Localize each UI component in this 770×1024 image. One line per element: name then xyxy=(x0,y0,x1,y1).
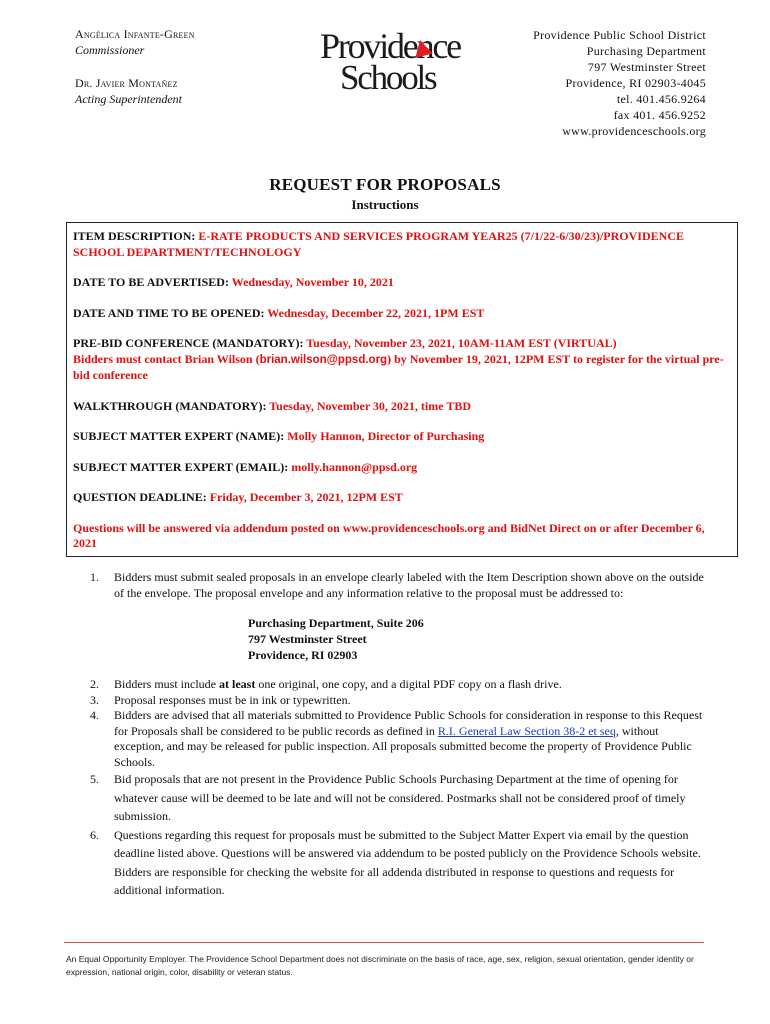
sme-email-value: molly.hannon@ppsd.org xyxy=(291,459,418,474)
list-item: 2. Bidders must include at least one original, one copy, and a digital PDF copy on a flash drive. xyxy=(90,677,562,691)
instruction-4-start: Bidders are advised that all materials submitted to Providence Public Schools for consideration in response to this Request for Proposals shall be considered to be public records as defined in xyxy=(114,708,703,738)
logo-line-1: Providence xyxy=(320,26,460,66)
prebid-value: Tuesday, November 23, 2021, 10AM-11AM EST (VIRTUAL) xyxy=(306,336,617,350)
commissioner-name: Angélica Infante-Green xyxy=(75,27,195,41)
instructions-list xyxy=(90,570,710,900)
item-description-label: ITEM DESCRIPTION: xyxy=(73,229,199,243)
answers-note: Questions will be answered via addendum posted on www.providenceschools.org and BidNet Direct on or after December 6, 2021 xyxy=(73,520,705,550)
page-title: REQUEST FOR PROPOSALS xyxy=(269,175,501,194)
prebid-note-start: Bidders must contact Brian Wilson ( xyxy=(73,351,260,366)
instruction-3: Proposal responses must be in ink or typewritten. xyxy=(114,692,351,707)
page-subtitle: Instructions xyxy=(351,197,419,212)
sme-name-label: SUBJECT MATTER EXPERT (NAME): xyxy=(73,429,288,443)
list-item: 4. Bidders are advised that all materials submitted to Providence Public Schools for consideration in response to this Request for Proposals shall be considered to be public records as defined in R.I. General Law Section 38-2 et seq, without exception, and may be released for public inspection. All proposals submitted become the property of Providence Public Schools. xyxy=(90,708,703,769)
fax: fax 401. 456.9252 xyxy=(613,108,706,122)
walkthrough-value: Tuesday, November 30, 2021, time TBD xyxy=(269,398,472,413)
item-description-value: E-RATE PRODUCTS AND SERVICES PROGRAM YEAR25 (7/1/22-6/30/23)/PROVIDENCE SCHOOL DEPARTMENT/TECHNOLOGY xyxy=(73,229,684,259)
footer-eeo-statement: An Equal Opportunity Employer. The Providence School Department does not discriminate on the basis of race, age, sex, religion, sexual orientation, gender identity or expression, national origin, color, disability or veteran status. xyxy=(66,954,694,977)
instruction-4-end: , without exception, and may be released for public inspection. All proposals submitted become the property of Providence Public Schools. xyxy=(114,723,692,769)
advertised-value: Wednesday, November 10, 2021 xyxy=(231,275,394,289)
telephone: tel. 401.456.9264 xyxy=(616,92,706,106)
sme-name xyxy=(73,429,731,445)
address-line-3: Providence, RI 02903 xyxy=(248,648,358,662)
instruction-1: Bidders must submit sealed proposals in an envelope clearly labeled with the Item Description shown above on the outside of the envelope. The proposal envelope and any information relative to the proposal must be addressed to: xyxy=(114,570,704,600)
list-item: 5. Bid proposals that are not present in the Providence Public Schools Purchasing Department at the time of opening for whatever cause will be deemed to be late and will not be considered. Postmarks shall not be considered proof of timely submission. xyxy=(90,772,686,823)
question-deadline xyxy=(73,490,731,506)
address-line-1: Purchasing Department, Suite 206 xyxy=(248,616,424,630)
deadline-label: QUESTION DEADLINE: xyxy=(73,490,210,504)
instruction-5: Bid proposals that are not present in the Providence Public Schools Purchasing Department at the time of opening for whatever cause will be deemed to be late and will not be considered. Postmarks shall not be considered proof of timely submission. xyxy=(114,772,686,823)
opened-value: Wednesday, December 22, 2021, 1PM EST xyxy=(267,305,485,320)
advertised-label: DATE TO BE ADVERTISED: xyxy=(73,275,232,289)
advertised-date xyxy=(73,275,731,291)
mailing-address xyxy=(90,615,710,663)
walkthrough-label: WALKTHROUGH (MANDATORY): xyxy=(73,398,270,413)
prebid-conference xyxy=(73,336,731,384)
list-item: 1. Bidders must submit sealed proposals in an envelope clearly labeled with the Item Description shown above on the outside of the envelope. The proposal envelope and any information relative to the proposal must be addressed to: xyxy=(90,570,704,600)
prebid-label: PRE-BID CONFERENCE (MANDATORY): xyxy=(73,336,307,350)
providence-schools-logo xyxy=(318,28,458,96)
ri-general-law-link[interactable]: R.I. General Law Section 38-2 et seq xyxy=(437,723,616,738)
header-officials xyxy=(75,27,195,107)
opened-date xyxy=(73,306,731,322)
walkthrough xyxy=(73,399,731,415)
opened-label: DATE AND TIME TO BE OPENED: xyxy=(73,305,268,320)
prebid-email: brian.wilson@ppsd.org xyxy=(259,353,388,366)
commissioner-title: Commissioner xyxy=(75,42,145,57)
superintendent-name: Dr. Javier Montañez xyxy=(75,76,178,90)
deadline-value: Friday, December 3, 2021, 12PM EST xyxy=(209,490,403,504)
superintendent-title: Acting Superintendent xyxy=(75,91,182,106)
list-item: 6. Questions regarding this request for proposals must be submitted to the Subject Matter Expert via email by the question deadline listed above. Questions will be answered via addendum to be posted publicly on the Providence Schools website. Bidders are responsible for checking the website for all addenda distributed in response to questions and requests for additional information. xyxy=(90,827,701,897)
sme-email-label: SUBJECT MATTER EXPERT (EMAIL): xyxy=(73,459,292,474)
district-address xyxy=(533,27,706,139)
address-line-2: 797 Westminster Street xyxy=(248,632,367,646)
district-name: Providence Public School District xyxy=(533,28,706,42)
logo-line-2: Schools xyxy=(340,58,436,97)
prebid-note-end: ) by November 19, 2021, 12PM EST to register for the virtual pre-bid conference xyxy=(73,351,724,382)
city-state-zip: Providence, RI 02903-4045 xyxy=(565,76,706,90)
street-address: 797 Westminster Street xyxy=(587,60,706,74)
instruction-2-end: one original, one copy, and a digital PDF copy on a flash drive. xyxy=(255,677,562,691)
footer-divider xyxy=(64,942,704,943)
department-name: Purchasing Department xyxy=(586,44,706,58)
sme-name-value: Molly Hannon, Director of Purchasing xyxy=(287,429,485,443)
rfp-details-box xyxy=(66,222,738,557)
instruction-2-emphasis: at least xyxy=(219,677,256,691)
instruction-6: Questions regarding this request for proposals must be submitted to the Subject Matter Expert via email by the question deadline listed above. Questions will be answered via addendum to be posted publicly on the Providence Schools website. Bidders are responsible for checking the website for all addenda distributed in response to questions and requests for additional information. xyxy=(114,827,701,897)
list-item: 3. Proposal responses must be in ink or typewritten. xyxy=(90,692,351,707)
item-description xyxy=(73,229,731,260)
instruction-2-start: Bidders must include xyxy=(114,677,219,691)
sme-email xyxy=(73,460,731,476)
website: www.providenceschools.org xyxy=(562,124,706,138)
